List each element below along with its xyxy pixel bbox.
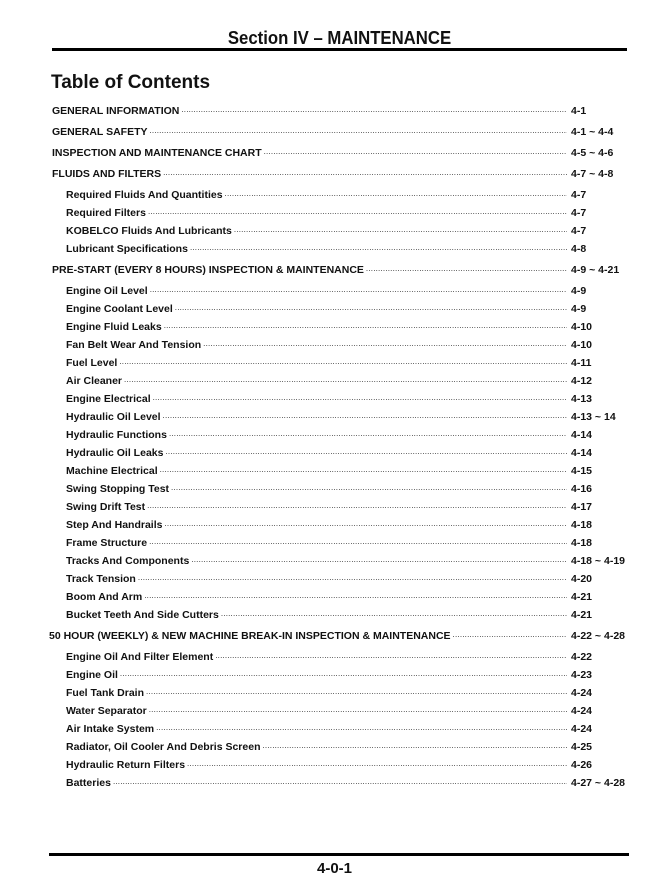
toc-entry-subsection[interactable]: [0, 702, 629, 716]
toc-entry-page: 4-1: [571, 105, 587, 117]
toc-entry-page: 4-12: [571, 375, 593, 387]
toc-entry-section[interactable]: [0, 144, 629, 158]
toc-entry-label: Swing Stopping Test: [66, 483, 170, 495]
dot-leader: [149, 702, 567, 714]
toc-entry-page: 4-11: [571, 357, 592, 369]
toc-entry-label: Lubricant Specifications: [66, 243, 188, 255]
toc-heading: Table of Contents: [51, 72, 211, 93]
toc-entry-subsection[interactable]: [0, 720, 629, 734]
dot-leader: [163, 408, 567, 420]
toc-entry-label: Engine Electrical: [66, 393, 151, 405]
toc-entry-subsection[interactable]: [0, 336, 629, 350]
toc-entry-subsection[interactable]: [0, 186, 629, 200]
section-title: Section IV – MAINTENANCE: [227, 28, 452, 48]
dot-leader: [160, 462, 567, 474]
toc-entry-page: 4-23: [571, 669, 593, 681]
toc-entry-label: 50 HOUR (WEEKLY) & NEW MACHINE BREAK-IN INSPECTION & MAINTENANCE: [49, 630, 451, 642]
toc-entry-subsection[interactable]: [0, 648, 629, 662]
toc-entry-label: Required Filters: [66, 207, 146, 219]
toc-entry-label: Required Fluids And Quantities: [66, 189, 223, 201]
toc-entry-subsection[interactable]: [0, 300, 629, 314]
toc-entry-page: 4-22: [571, 651, 593, 663]
dot-leader: [164, 318, 567, 330]
toc-entry-subsection[interactable]: [0, 462, 629, 476]
toc-entry-label: Hydraulic Return Filters: [66, 759, 186, 771]
dot-leader: [164, 516, 567, 528]
toc-entry-page: 4-7 ~ 4-8: [571, 168, 614, 180]
toc-entry-label: Hydraulic Oil Leaks: [66, 447, 164, 459]
toc-entry-page: 4-18: [571, 537, 593, 549]
dot-leader: [190, 240, 567, 252]
page-number: 4-0-1: [316, 860, 353, 877]
dot-leader: [366, 261, 567, 273]
dot-leader: [138, 570, 567, 582]
toc-entry-page: 4-26: [571, 759, 593, 771]
toc-entry-label: Engine Oil And Filter Element: [66, 651, 214, 663]
toc-entry-page: 4-13 ~ 14: [571, 411, 616, 423]
dot-leader: [181, 102, 567, 114]
toc-entry-label: Engine Oil: [66, 669, 118, 681]
toc-entry-label: Bucket Teeth And Side Cutters: [66, 609, 219, 621]
toc-entry-page: 4-24: [571, 705, 593, 717]
toc-entry-subsection[interactable]: [0, 606, 629, 620]
toc-entry-label: FLUIDS AND FILTERS: [52, 168, 162, 180]
toc-entry-subsection[interactable]: [0, 282, 629, 296]
dot-leader: [147, 498, 567, 510]
toc-entry-subsection[interactable]: [0, 588, 629, 602]
toc-entry-subsection[interactable]: [0, 372, 629, 386]
dot-leader: [153, 390, 567, 402]
toc-entry-page: 4-25: [571, 741, 593, 753]
toc-entry-section[interactable]: [0, 165, 629, 179]
toc-entry-page: 4-8: [571, 243, 587, 255]
dot-leader: [149, 534, 567, 546]
toc-entry-subsection[interactable]: [0, 552, 629, 566]
toc-entry-subsection[interactable]: [0, 570, 629, 584]
dot-leader: [163, 165, 567, 177]
toc-entry-page: 4-7: [571, 207, 587, 219]
toc-entry-subsection[interactable]: [0, 774, 629, 788]
toc-entry-subsection[interactable]: [0, 480, 629, 494]
header-rule: [52, 48, 627, 51]
dot-leader: [148, 204, 567, 216]
dot-leader: [263, 738, 568, 750]
dot-leader: [124, 372, 567, 384]
toc-entry-label: KOBELCO Fluids And Lubricants: [66, 225, 232, 237]
toc-entry-label: Engine Coolant Level: [66, 303, 173, 315]
dot-leader: [144, 588, 567, 600]
toc-entry-page: 4-16: [571, 483, 593, 495]
toc-entry-label: Air Cleaner: [66, 375, 123, 387]
toc-entry-label: Fuel Tank Drain: [66, 687, 144, 699]
toc-entry-label: GENERAL SAFETY: [52, 126, 148, 138]
toc-entry-label: Frame Structure: [66, 537, 148, 549]
toc-entry-subsection[interactable]: [0, 318, 629, 332]
toc-entry-subsection[interactable]: [0, 444, 629, 458]
toc-entry-page: 4-18 ~ 4-19: [571, 555, 625, 567]
toc-entry-label: PRE-START (EVERY 8 HOURS) INSPECTION & MAINTENANCE: [52, 264, 364, 276]
toc-entry-page: 4-17: [571, 501, 593, 513]
toc-entry-page: 4-15: [571, 465, 593, 477]
toc-entry-page: 4-13: [571, 393, 593, 405]
toc-entry-page: 4-22 ~ 4-28: [571, 630, 625, 642]
dot-leader: [264, 144, 567, 156]
dot-leader: [453, 627, 567, 639]
toc-entry-subsection[interactable]: [0, 240, 629, 254]
toc-entry-page: 4-24: [571, 723, 593, 735]
toc-entry-label: Engine Oil Level: [66, 285, 148, 297]
dot-leader: [171, 480, 567, 492]
dot-leader: [165, 444, 567, 456]
dot-leader: [120, 666, 567, 678]
dot-leader: [169, 426, 567, 438]
toc-entry-label: Step And Handrails: [66, 519, 163, 531]
toc-entry-subsection[interactable]: [0, 390, 629, 404]
toc-entry-label: Hydraulic Oil Level: [66, 411, 161, 423]
dot-leader: [221, 606, 567, 618]
toc-entry-label: INSPECTION AND MAINTENANCE CHART: [52, 147, 262, 159]
toc-entry-page: 4-5 ~ 4-6: [571, 147, 614, 159]
toc-entry-label: Hydraulic Functions: [66, 429, 167, 441]
toc-entry-page: 4-1 ~ 4-4: [571, 126, 614, 138]
toc-entry-subsection[interactable]: [0, 426, 629, 440]
toc-entry-page: 4-10: [571, 339, 593, 351]
toc-entry-page: 4-21: [571, 591, 593, 603]
toc-entry-section[interactable]: [0, 102, 629, 116]
toc-entry-page: 4-18: [571, 519, 593, 531]
toc-entry-subsection[interactable]: [0, 204, 629, 218]
dot-leader: [187, 756, 567, 768]
dot-leader: [113, 774, 567, 786]
toc-entry-label: Track Tension: [66, 573, 136, 585]
toc-entry-label: Radiator, Oil Cooler And Debris Screen: [66, 741, 261, 753]
toc-entry-page: 4-27 ~ 4-28: [571, 777, 625, 789]
toc-entry-subsection[interactable]: [0, 408, 629, 422]
toc-entry-page: 4-9: [571, 303, 587, 315]
toc-entry-page: 4-14: [571, 447, 593, 459]
toc-entry-subsection[interactable]: [0, 666, 629, 680]
footer-rule: [49, 853, 629, 856]
dot-leader: [175, 300, 567, 312]
toc-entry-section[interactable]: [0, 123, 629, 137]
toc-entry-label: Water Separator: [66, 705, 147, 717]
toc-entry-label: GENERAL INFORMATION: [52, 105, 180, 117]
toc-entry-subsection[interactable]: [0, 354, 629, 368]
dot-leader: [156, 720, 567, 732]
toc-entry-page: 4-10: [571, 321, 593, 333]
dot-leader: [146, 684, 567, 696]
dot-leader: [191, 552, 567, 564]
toc-entry-label: Swing Drift Test: [66, 501, 146, 513]
dot-leader: [203, 336, 567, 348]
toc-entry-page: 4-21: [571, 609, 593, 621]
toc-entry-label: Air Intake System: [66, 723, 155, 735]
toc-entry-label: Fan Belt Wear And Tension: [66, 339, 202, 351]
toc-entry-subsection[interactable]: [0, 738, 629, 752]
toc-entry-label: Machine Electrical: [66, 465, 158, 477]
dot-leader: [225, 186, 567, 198]
dot-leader: [215, 648, 567, 660]
toc-entry-subsection[interactable]: [0, 684, 629, 698]
dot-leader: [149, 123, 567, 135]
toc-entry-label: Fuel Level: [66, 357, 118, 369]
toc-entry-page: 4-14: [571, 429, 593, 441]
toc-entry-label: Batteries: [66, 777, 111, 789]
toc-entry-subsection[interactable]: [0, 222, 629, 236]
toc-entry-label: Boom And Arm: [66, 591, 143, 603]
toc-entry-label: Engine Fluid Leaks: [66, 321, 162, 333]
toc-entry-page: 4-24: [571, 687, 593, 699]
toc-entry-label: Tracks And Components: [66, 555, 190, 567]
toc-entry-page: 4-7: [571, 189, 587, 201]
toc-entry-subsection[interactable]: [0, 498, 629, 512]
toc-entry-page: 4-9 ~ 4-21: [571, 264, 620, 276]
toc-entry-page: 4-9: [571, 285, 587, 297]
toc-entry-page: 4-20: [571, 573, 593, 585]
toc-entry-page: 4-7: [571, 225, 587, 237]
toc-entry-subsection[interactable]: [0, 534, 629, 548]
toc-entry-section[interactable]: [0, 261, 629, 275]
toc-entry-section[interactable]: [0, 627, 629, 641]
toc-entry-subsection[interactable]: [0, 516, 629, 530]
dot-leader: [234, 222, 567, 234]
dot-leader: [119, 354, 567, 366]
dot-leader: [150, 282, 567, 294]
toc-entry-subsection[interactable]: [0, 756, 629, 770]
